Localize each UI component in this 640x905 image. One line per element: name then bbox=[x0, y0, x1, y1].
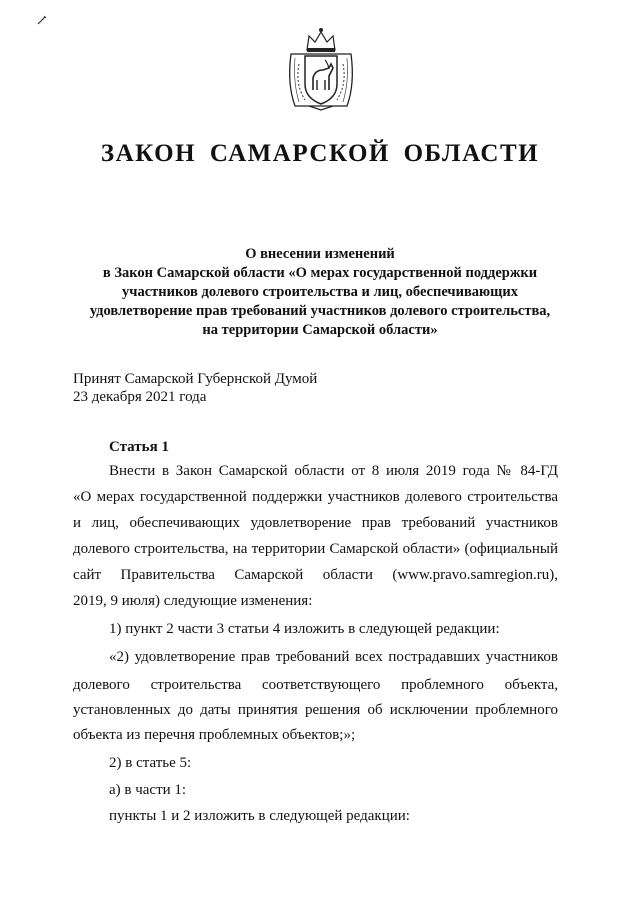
adoption-line: Принят Самарской Губернской Думой bbox=[73, 371, 318, 387]
body-line: долевого строительства соответствующего проблемного объекта, bbox=[73, 677, 558, 693]
bill-title-line: участников долевого строительства и лиц, обеспечивающих bbox=[122, 284, 518, 300]
bill-title-line: на территории Самарской области» bbox=[202, 322, 438, 338]
body-line: сайт Правительства Самарской области (www.pravo.samregion.ru), bbox=[73, 567, 558, 583]
body-line: пункты 1 и 2 изложить в следующей редакции: bbox=[109, 808, 410, 824]
bill-title bbox=[60, 245, 580, 340]
body-line: установленных до даты принятия решения об исключении проблемного bbox=[73, 702, 558, 718]
bill-title-line: в Закон Самарской области «О мерах государственной поддержки bbox=[102, 265, 538, 281]
article-heading: Статья 1 bbox=[109, 439, 169, 455]
adoption-date: 23 декабря 2021 года bbox=[73, 389, 207, 405]
samara-coat-of-arms-icon bbox=[285, 24, 357, 114]
body-line: «2) удовлетворение прав требований всех пострадавших участников bbox=[109, 649, 558, 665]
body-line: а) в части 1: bbox=[109, 782, 187, 798]
bill-title-line: О внесении изменений bbox=[245, 246, 395, 262]
body-line: Внести в Закон Самарской области от 8 июля 2019 года № 84-ГД bbox=[109, 463, 558, 479]
body-line: объекта из перечня проблемных объектов;»; bbox=[73, 727, 356, 743]
body-line: 2019, 9 июля) следующие изменения: bbox=[73, 593, 313, 609]
body-line: «О мерах государственной поддержки участников долевого строительства bbox=[73, 489, 558, 505]
bill-title-line: удовлетворение прав требований участников долевого строительства, bbox=[89, 303, 551, 319]
pen-mark-icon bbox=[36, 14, 48, 26]
body-line: 2) в статье 5: bbox=[109, 755, 192, 771]
law-heading: ЗАКОН САМАРСКОЙ ОБЛАСТИ bbox=[100, 140, 540, 167]
body-line: долевого строительства, на территории Самарской области» (официальный bbox=[73, 541, 558, 557]
body-line: 1) пункт 2 части 3 статьи 4 изложить в следующей редакции: bbox=[109, 621, 500, 637]
body-line: и лиц, обеспечивающих удовлетворение прав требований участников bbox=[73, 515, 558, 531]
adoption-note bbox=[73, 370, 317, 406]
